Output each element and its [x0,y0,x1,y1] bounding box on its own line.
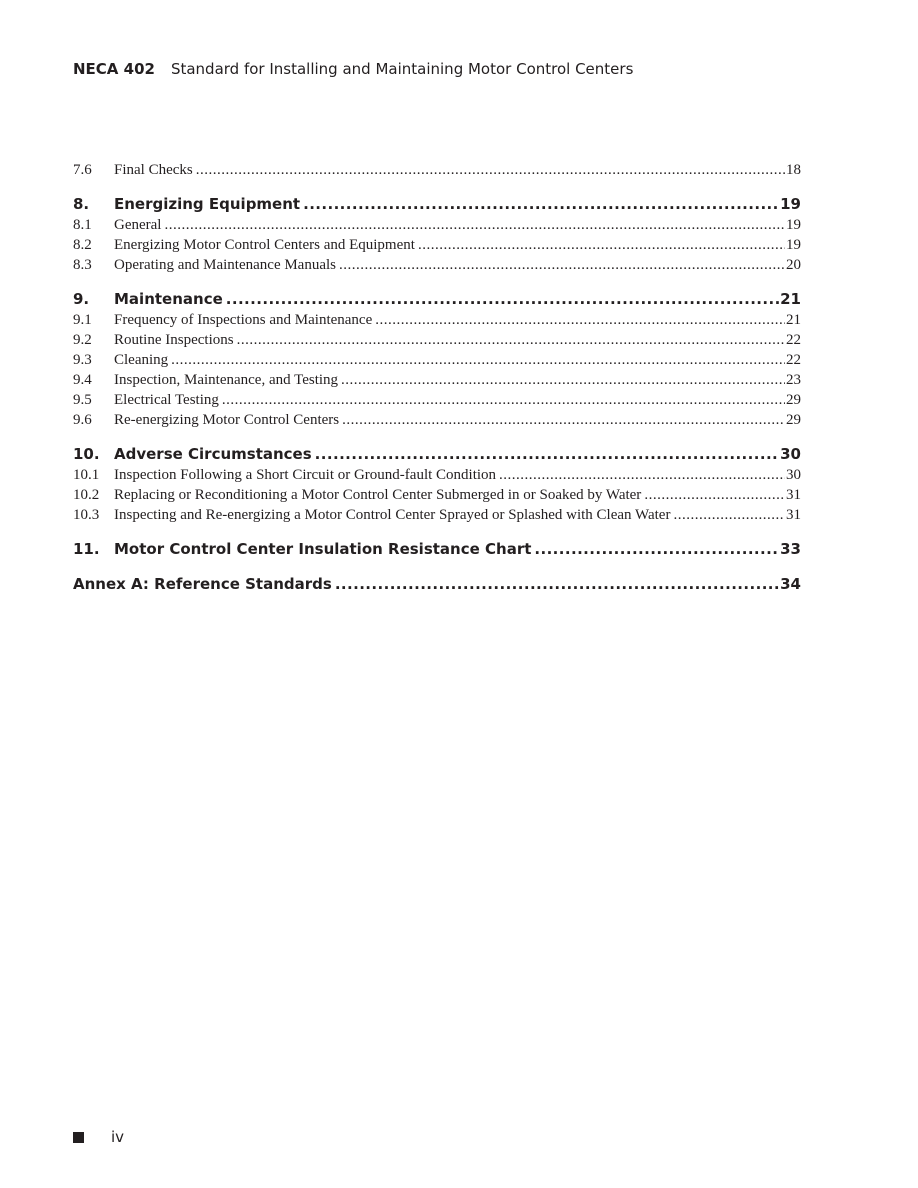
toc-entry-number: 10.3 [73,507,100,523]
dot-leader [164,215,785,235]
page-number: iv [111,1128,125,1146]
dot-leader [499,465,785,485]
toc-entry-title: Routine Inspections [114,332,234,348]
toc-entry-page: 19 [786,237,801,253]
toc-entry-number: 10.1 [73,467,100,483]
toc-entry-10-1[interactable] [73,465,801,485]
toc-entry-10-3[interactable] [73,505,801,525]
toc-section-11[interactable] [73,538,801,560]
toc-entry-page: 23 [786,372,801,388]
toc-entry-number: 9.5 [73,392,92,408]
toc-entry-page: 21 [786,312,801,328]
dot-leader [196,160,785,180]
dot-leader [375,310,785,330]
dot-leader [339,255,785,275]
toc-entry-number: 9.3 [73,352,92,368]
toc-entry-number: 7.6 [73,162,92,178]
toc-entry-9-2[interactable] [73,330,801,350]
toc-entry-number: 9.4 [73,372,92,388]
toc-entry-10-2[interactable] [73,485,801,505]
standard-code: NECA 402 [73,60,155,78]
toc-entry-number: 10.2 [73,487,100,503]
dot-leader [171,350,785,370]
toc-entry-number: 9.2 [73,332,92,348]
toc-section-number: 11. [73,540,100,558]
toc-entry-title: Re-energizing Motor Control Centers [114,412,340,428]
toc-section-page: 19 [780,195,801,213]
toc-section-page: 21 [780,290,801,308]
dot-leader [222,390,785,410]
toc-section-page: 34 [780,575,801,593]
toc-entry-title: Inspecting and Re-energizing a Motor Control Center Sprayed or Splashed with Clean Water [114,507,671,523]
toc-entry-page: 29 [786,412,801,428]
toc-section-number: 8. [73,195,90,213]
toc-entry-title: Frequency of Inspections and Maintenance [114,312,373,328]
toc-section-page: 33 [780,540,801,558]
toc-entry-title: Final Checks [114,162,193,178]
toc-entry-page: 29 [786,392,801,408]
toc-entry-7-6[interactable] [73,160,801,180]
toc-entry-page: 19 [786,217,801,233]
toc-section-title: Adverse Circumstances [114,445,312,463]
toc-entry-9-1[interactable] [73,310,801,330]
dot-leader [341,370,785,390]
toc-entry-title: Operating and Maintenance Manuals [114,257,337,273]
toc-entry-title: Electrical Testing [114,392,219,408]
toc-entry-title: Inspection, Maintenance, and Testing [114,372,339,388]
standard-title: Standard for Installing and Maintaining Motor Control Centers [170,60,634,78]
square-bullet-icon [73,1132,84,1143]
toc-section-title: Motor Control Center Insulation Resistance Chart [114,540,532,558]
toc-entry-8-1[interactable] [73,215,801,235]
toc-section-title: Energizing Equipment [114,195,301,213]
page-footer [73,1128,124,1146]
dot-leader [342,410,785,430]
toc-entry-title: General [114,217,162,233]
toc-entry-8-3[interactable] [73,255,801,275]
toc-entry-number: 8.3 [73,257,92,273]
dot-leader [226,288,779,310]
toc-entry-9-6[interactable] [73,410,801,430]
dot-leader [534,538,779,560]
toc-entry-page: 31 [786,507,801,523]
toc-entry-page: 18 [786,162,801,178]
toc-entry-9-5[interactable] [73,390,801,410]
toc-entry-page: 30 [786,467,801,483]
toc-entry-page: 20 [786,257,801,273]
toc-section-9[interactable] [73,288,801,310]
toc-entry-number: 9.6 [73,412,92,428]
toc-entry-page: 31 [786,487,801,503]
toc-entry-title: Energizing Motor Control Centers and Equipment [114,237,415,253]
toc-annex-a[interactable] [73,573,801,595]
dot-leader [315,443,779,465]
toc-entry-9-4[interactable] [73,370,801,390]
toc-entry-number: 8.1 [73,217,92,233]
toc-entry-number: 9.1 [73,312,92,328]
toc-section-10[interactable] [73,443,801,465]
toc-entry-9-3[interactable] [73,350,801,370]
toc-section-8[interactable] [73,193,801,215]
toc-entry-title: Inspection Following a Short Circuit or Ground-fault Condition [114,467,497,483]
toc-section-page: 30 [780,445,801,463]
dot-leader [303,193,779,215]
toc-entry-number: 8.2 [73,237,92,253]
dot-leader [644,485,785,505]
dot-leader [237,330,785,350]
dot-leader [418,235,785,255]
toc-entry-page: 22 [786,332,801,348]
toc-section-number: 9. [73,290,90,308]
running-header [73,60,633,78]
toc-entry-8-2[interactable] [73,235,801,255]
toc-section-title: Annex A: Reference Standards [73,575,332,593]
dot-leader [335,573,779,595]
toc-section-title: Maintenance [114,290,223,308]
toc-entry-page: 22 [786,352,801,368]
table-of-contents [73,160,801,595]
toc-entry-title: Cleaning [114,352,169,368]
toc-entry-title: Replacing or Reconditioning a Motor Control Center Submerged in or Soaked by Water [114,487,642,503]
toc-section-number: 10. [73,445,100,463]
dot-leader [673,505,785,525]
